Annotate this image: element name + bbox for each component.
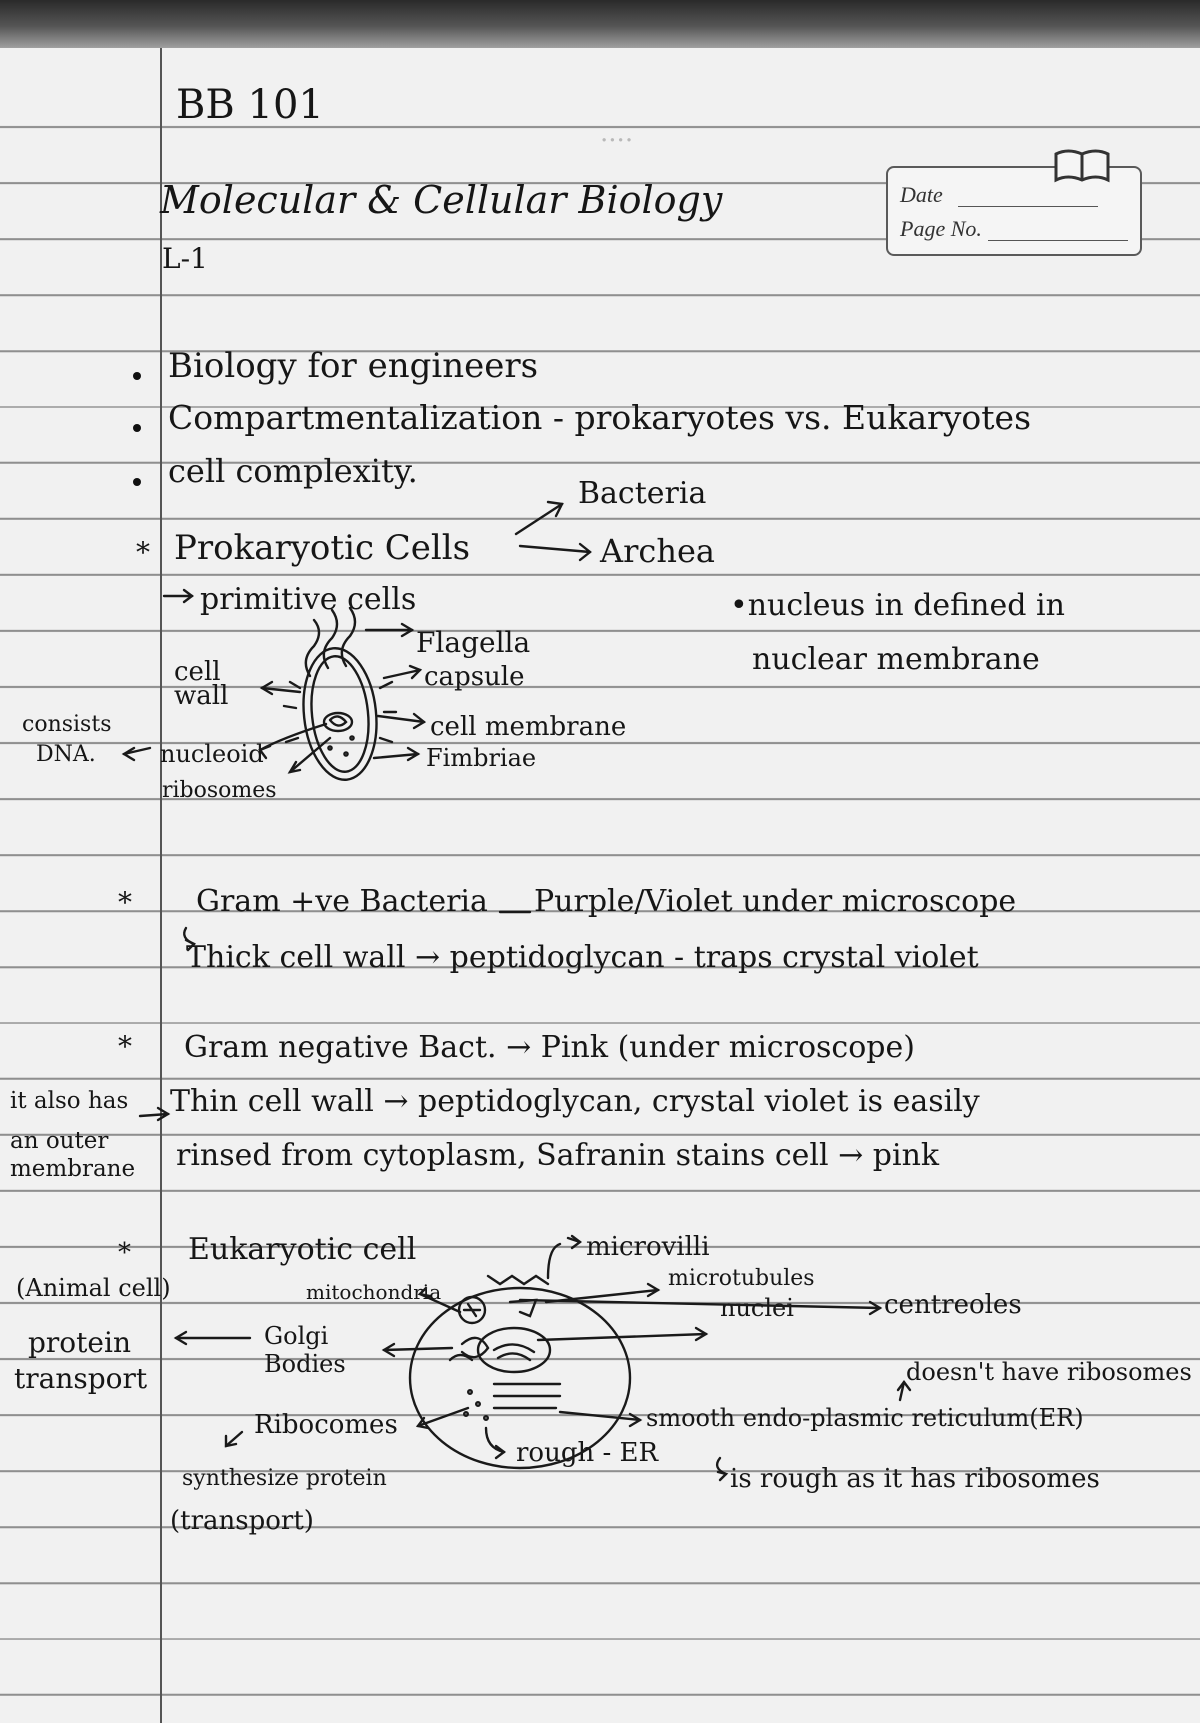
- ghost-text: ····: [600, 126, 634, 156]
- dna-label: DNA.: [36, 742, 96, 767]
- transport-label: transport: [14, 1362, 148, 1395]
- smooth-er-label: smooth endo-plasmic reticulum(ER): [646, 1404, 1084, 1432]
- bullet-item: cell complexity.: [168, 452, 418, 490]
- outer-membrane-note: an outer: [10, 1128, 109, 1154]
- lecture-number: L-1: [162, 242, 208, 275]
- capsule-label: capsule: [424, 662, 525, 692]
- consists-label: consists: [22, 712, 112, 737]
- outer-membrane-note: membrane: [10, 1156, 136, 1182]
- eukaryotic-heading: Eukaryotic cell: [188, 1232, 417, 1267]
- transport-paren-label: (transport): [170, 1506, 314, 1536]
- star-marker: *: [118, 1030, 132, 1063]
- gram-negative-line: Thin cell wall → peptidoglycan, crystal violet is easily: [170, 1084, 980, 1119]
- cell-wall-label: cell wall: [174, 657, 229, 711]
- bullet-item: Compartmentalization - prokaryotes vs. Eukaryotes: [168, 398, 1032, 437]
- fimbriae-label: Fimbriae: [426, 744, 537, 772]
- protein-label: protein: [28, 1326, 131, 1359]
- course-code: BB 101: [176, 82, 324, 128]
- ribosomes-label: ribosomes: [162, 778, 277, 803]
- gram-negative-heading: Gram negative Bact. → Pink (under microscope): [184, 1030, 915, 1065]
- bullet-item: Biology for engineers: [168, 346, 539, 386]
- arrow-to-archea: [520, 546, 590, 552]
- gram-positive-color: Purple/Violet under microscope: [534, 884, 1017, 919]
- gram-positive-heading: Gram +ve Bacteria: [196, 884, 488, 919]
- no-ribosomes-note: doesn't have ribosomes: [906, 1358, 1192, 1386]
- sketch-layer: [0, 48, 1200, 1723]
- bodies-label: Bodies: [264, 1350, 346, 1378]
- gram-negative-line: rinsed from cytoplasm, Safranin stains cell → pink: [176, 1138, 940, 1173]
- bacteria-label: Bacteria: [578, 476, 707, 511]
- star-marker: *: [136, 536, 150, 569]
- arrow-to-bacteria: [516, 504, 562, 534]
- course-title: Molecular & Cellular Biology: [160, 178, 723, 222]
- prokaryotic-heading: Prokaryotic Cells: [174, 528, 471, 568]
- centreoles-label: centreoles: [884, 1290, 1022, 1320]
- cell-membrane-label: cell membrane: [430, 712, 627, 742]
- golgi-label: Golgi: [264, 1322, 329, 1350]
- gram-positive-detail: Thick cell wall → peptidoglycan - traps crystal violet: [186, 940, 979, 975]
- star-marker: *: [118, 1238, 131, 1268]
- page-no-label: Page No.: [900, 216, 982, 241]
- outer-membrane-note: it also has: [10, 1088, 129, 1114]
- microtubules-label: microtubules: [668, 1266, 815, 1291]
- date-label: Date: [900, 182, 943, 207]
- star-marker: *: [118, 886, 132, 919]
- synthesize-label: synthesize protein: [182, 1466, 387, 1491]
- rough-er-label: rough - ER: [516, 1438, 659, 1468]
- nucleus-note: nuclear membrane: [752, 642, 1040, 677]
- animal-cell-label: (Animal cell): [16, 1274, 171, 1302]
- primitive-cells: primitive cells: [200, 582, 417, 617]
- nucleoid-label: nucleoid: [160, 740, 264, 768]
- microvilli-label: microvilli: [586, 1232, 710, 1262]
- nuclei-label: nuclei: [720, 1294, 794, 1322]
- mitochondria-label: mitochondria: [306, 1280, 442, 1304]
- ribocomes-label: Ribocomes: [254, 1410, 398, 1440]
- nucleus-note: •nucleus in defined in: [730, 588, 1065, 623]
- rough-er-note: is rough as it has ribosomes: [730, 1464, 1100, 1494]
- notebook-page: [0, 48, 1200, 1723]
- archea-label: Archea: [600, 532, 715, 570]
- flagella-label: Flagella: [416, 626, 531, 659]
